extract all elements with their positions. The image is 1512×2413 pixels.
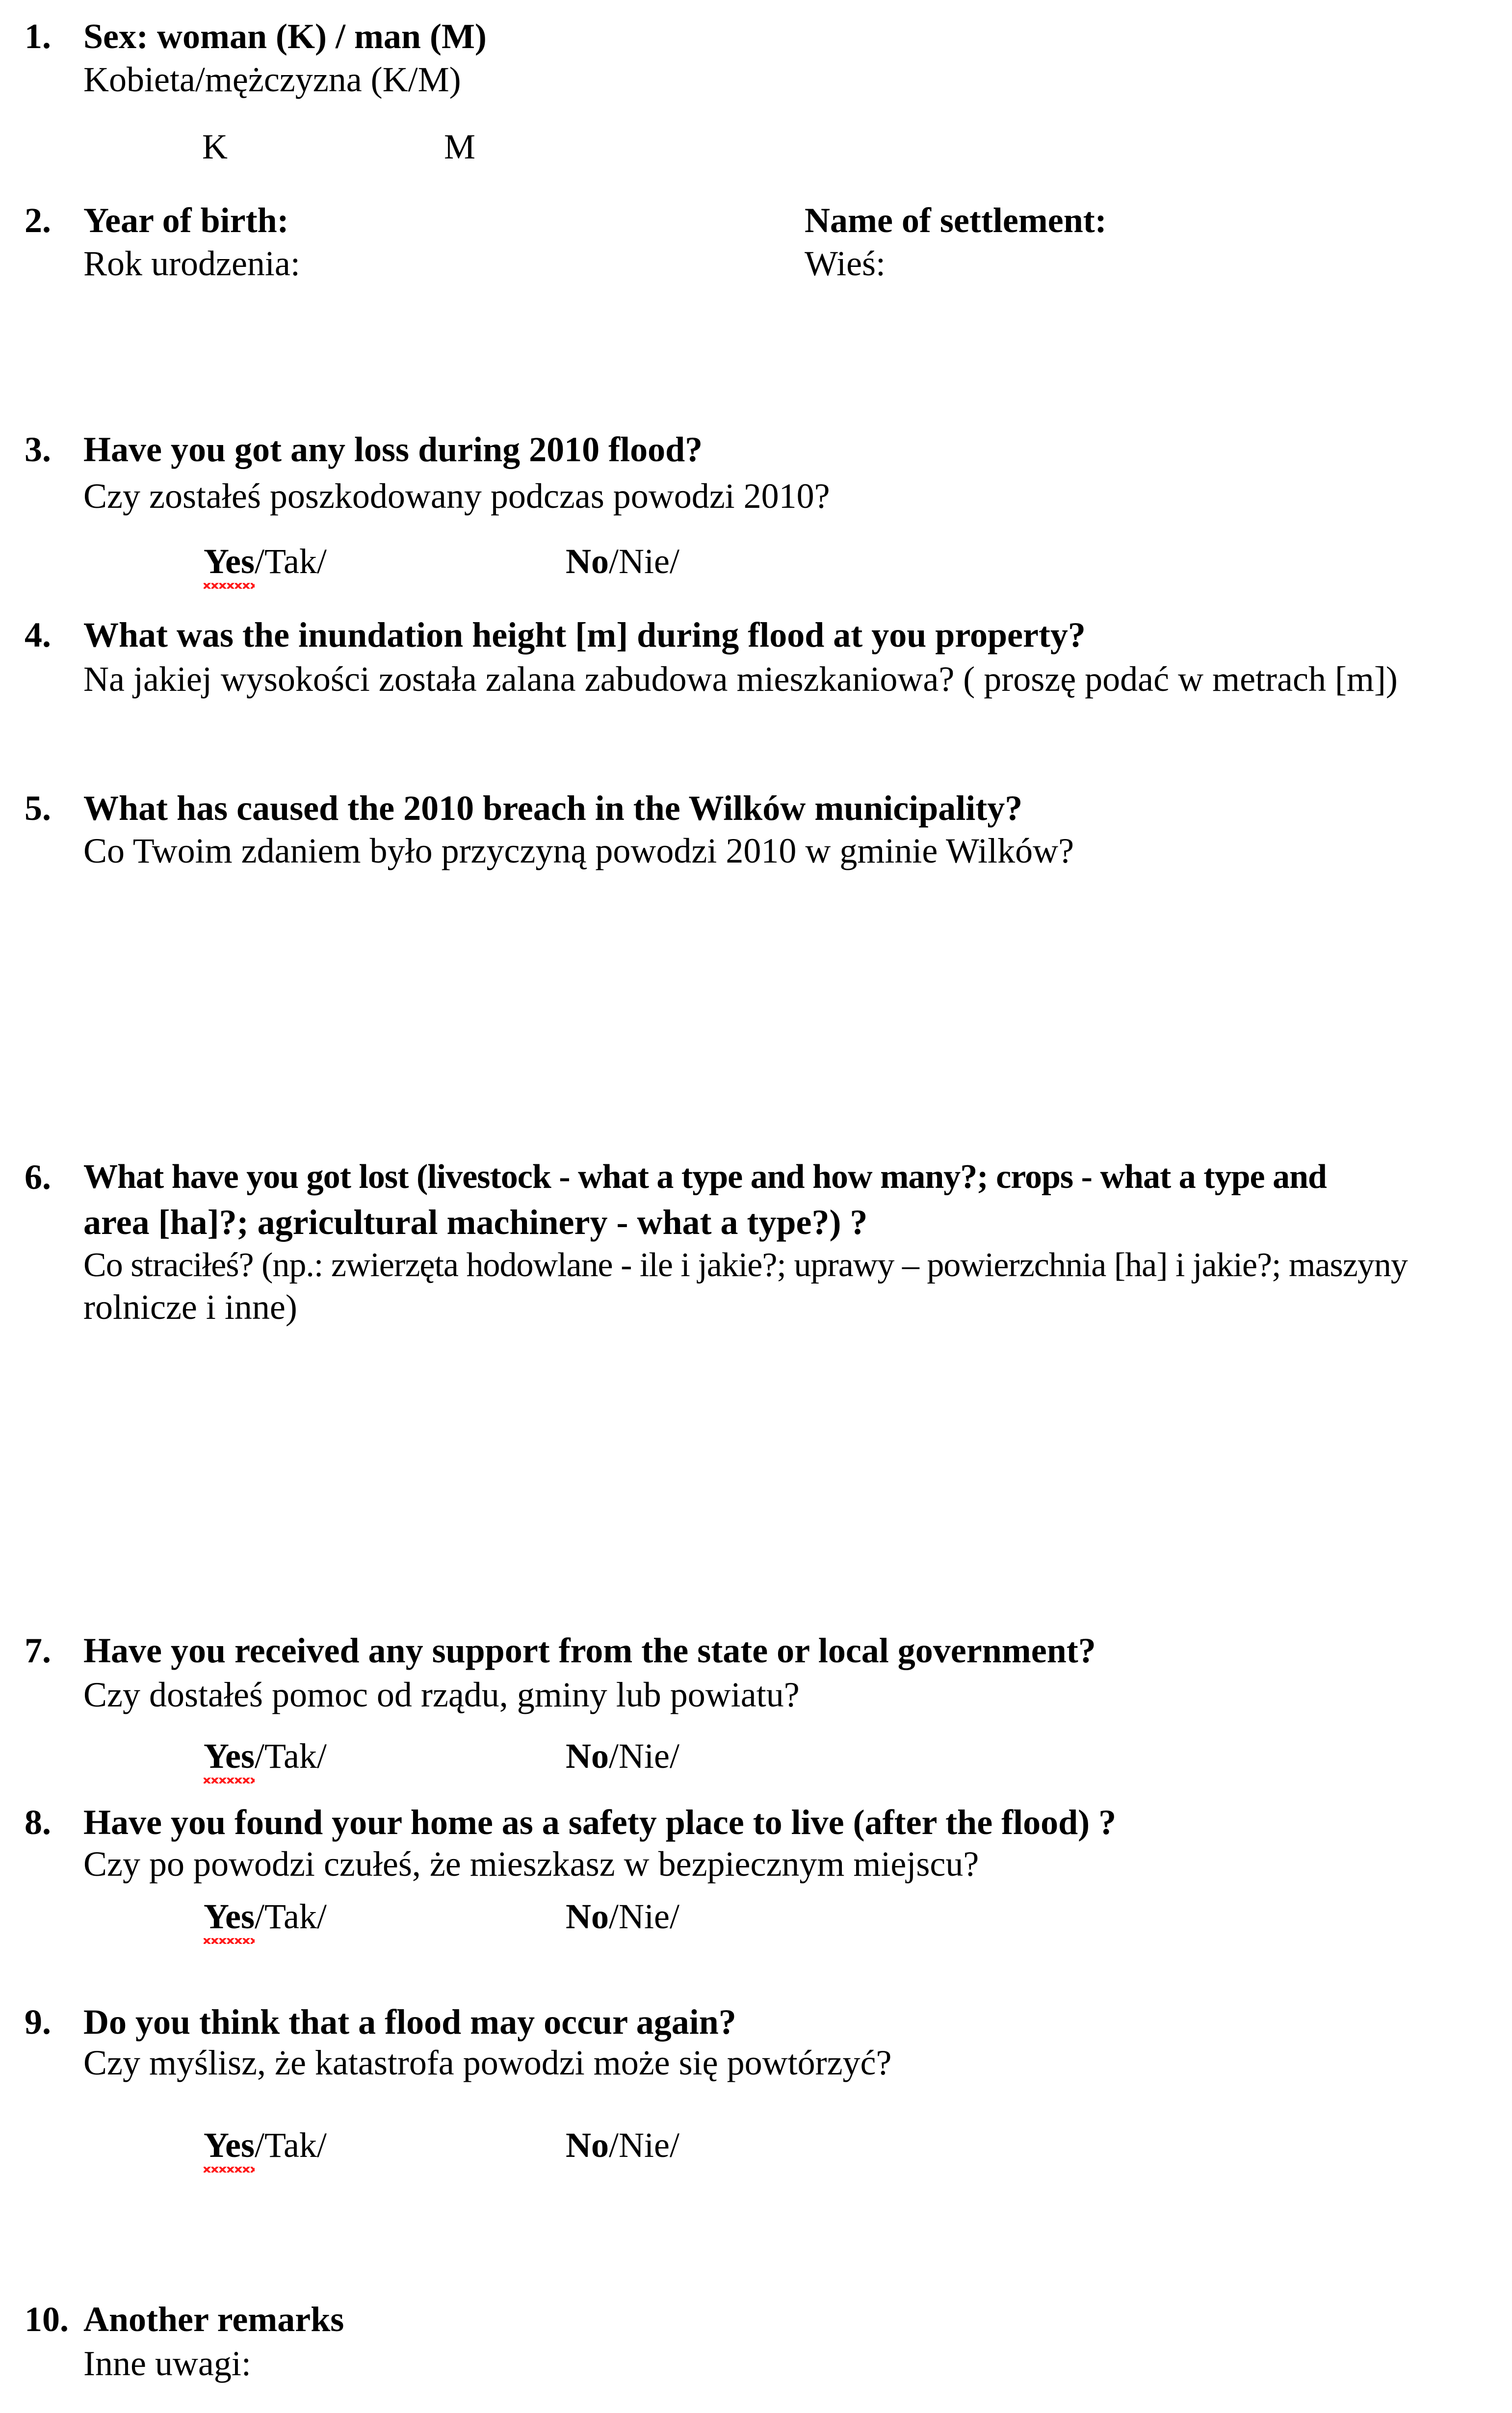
question-subtitle: Inne uwagi: xyxy=(83,2344,251,2383)
no-label: No xyxy=(566,1736,609,1776)
question-title: Have you received any support from the state or local government? xyxy=(83,1631,1096,1670)
year-of-birth-label: Year of birth: xyxy=(83,201,289,240)
settlement-label: Name of settlement: xyxy=(805,201,1107,240)
no-label: No xyxy=(566,542,609,581)
question-subtitle: Czy zostałeś poszkodowany podczas powodzi 2010? xyxy=(83,476,830,516)
question-subtitle: Kobieta/mężczyzna (K/M) xyxy=(83,60,461,99)
question-title: Sex: woman (K) / man (M) xyxy=(83,17,487,56)
answer-no[interactable] xyxy=(566,2127,679,2163)
question-title: Do you think that a flood may occur again? xyxy=(83,2002,736,2042)
question-number: 6. xyxy=(25,1157,51,1197)
answer-no[interactable] xyxy=(566,1738,679,1774)
question-subtitle: Czy po powodzi czułeś, że mieszkasz w bezpiecznym miejscu? xyxy=(83,1844,979,1884)
option-m[interactable]: M xyxy=(444,127,476,166)
yes-polish: /Tak/ xyxy=(255,1736,327,1776)
question-number: 4. xyxy=(25,615,51,655)
no-polish: /Nie/ xyxy=(609,2125,679,2165)
no-polish: /Nie/ xyxy=(609,542,679,581)
question-title: Have you found your home as a safety place to live (after the flood) ? xyxy=(83,1803,1117,1842)
question-title-line-1: What have you got lost (livestock - what a type and how many?; crops - what a type and xyxy=(83,1158,1327,1196)
no-polish: /Nie/ xyxy=(609,1897,679,1936)
question-number: 5. xyxy=(25,788,51,828)
answer-no[interactable] xyxy=(566,544,679,579)
answer-yes[interactable] xyxy=(204,1738,327,1774)
yes-label: Yes xyxy=(204,1897,255,1936)
no-label: No xyxy=(566,1897,609,1936)
question-title-line-2: area [ha]?; agricultural machinery - what a type?) ? xyxy=(83,1203,868,1242)
question-subtitle: Czy dostałeś pomoc od rządu, gminy lub powiatu? xyxy=(83,1675,800,1714)
yes-polish: /Tak/ xyxy=(255,1897,327,1936)
question-subtitle: Na jakiej wysokości została zalana zabudowa mieszkaniowa? ( proszę podać w metrach [m]) xyxy=(83,659,1398,699)
answer-yes[interactable] xyxy=(204,1899,327,1934)
question-title: What has caused the 2010 breach in the Wilków municipality? xyxy=(83,788,1023,828)
question-number: 10. xyxy=(25,2300,69,2339)
year-of-birth-sublabel: Rok urodzenia: xyxy=(83,244,300,283)
yes-polish: /Tak/ xyxy=(255,542,327,581)
answer-yes[interactable] xyxy=(204,2127,327,2163)
question-subtitle: Czy myślisz, że katastrofa powodzi może się powtórzyć? xyxy=(83,2043,892,2082)
answer-yes[interactable] xyxy=(204,544,327,579)
no-polish: /Nie/ xyxy=(609,1736,679,1776)
question-number: 7. xyxy=(25,1631,51,1670)
question-number: 8. xyxy=(25,1803,51,1842)
yes-label: Yes xyxy=(204,1736,255,1776)
yes-polish: /Tak/ xyxy=(255,2125,327,2165)
yes-label: Yes xyxy=(204,542,255,581)
question-subtitle-line-2: rolnicze i inne) xyxy=(83,1287,297,1327)
question-subtitle-line-1: Co straciłeś? (np.: zwierzęta hodowlane - ile i jakie?; uprawy – powierzchnia [ha] i jakie?; maszyny xyxy=(83,1246,1408,1284)
question-number: 9. xyxy=(25,2002,51,2042)
settlement-sublabel: Wieś: xyxy=(805,244,886,283)
question-title: Another remarks xyxy=(83,2300,344,2339)
question-subtitle: Co Twoim zdaniem było przyczyną powodzi 2010 w gminie Wilków? xyxy=(83,831,1074,870)
question-title: What was the inundation height [m] during flood at you property? xyxy=(83,615,1086,655)
no-label: No xyxy=(566,2125,609,2165)
answer-no[interactable] xyxy=(566,1899,679,1934)
question-title: Have you got any loss during 2010 flood? xyxy=(83,430,703,469)
question-number: 1. xyxy=(25,17,51,56)
yes-label: Yes xyxy=(204,2125,255,2165)
question-number: 2. xyxy=(25,201,51,240)
question-number: 3. xyxy=(25,430,51,469)
option-k[interactable]: K xyxy=(202,127,228,166)
